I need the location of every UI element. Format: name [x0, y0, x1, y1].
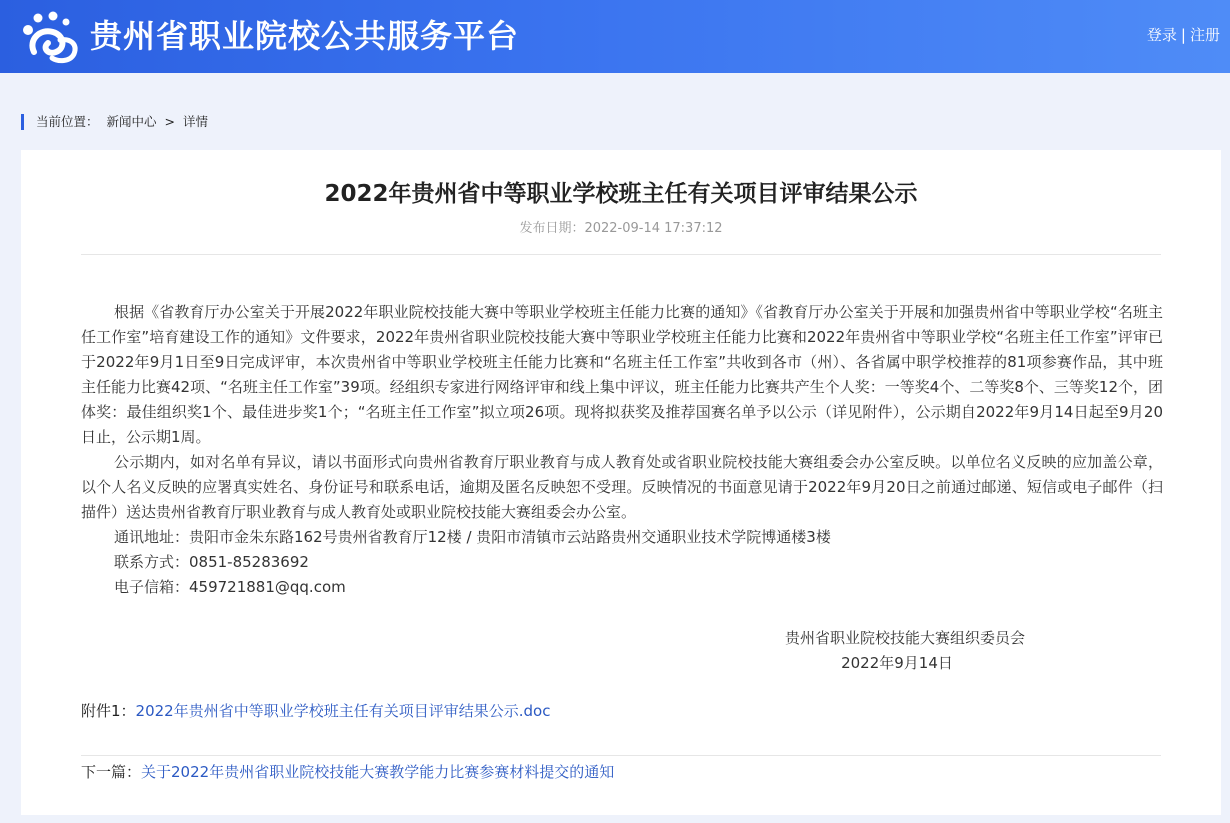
- platform-logo-icon: [20, 10, 82, 66]
- auth-links: [1147, 24, 1220, 46]
- login-link[interactable]: 登录: [1146, 26, 1177, 44]
- next-article-label: 下一篇：: [81, 763, 142, 781]
- auth-separator: |: [1180, 26, 1186, 44]
- next-article: [81, 761, 614, 783]
- contact-email: 电子信箱：459721881@qq.com: [114, 578, 346, 596]
- attachment-download-link[interactable]: 2022年贵州省中等职业学校班主任有关项目评审结果公示.doc: [135, 702, 551, 720]
- contact-address: 通讯地址：贵阳市金朱东路162号贵州省教育厅12楼 / 贵阳市清镇市云站路贵州交通职业技术学院博通楼3楼: [114, 528, 831, 546]
- attachment-label: 附件1：: [81, 702, 136, 720]
- breadcrumb-news-link[interactable]: 新闻中心: [106, 114, 157, 129]
- register-link[interactable]: 注册: [1189, 26, 1220, 44]
- contact-phone: 联系方式：0851-85283692: [114, 553, 309, 571]
- signature-date: 2022年9月14日: [841, 654, 953, 672]
- breadcrumb-current: 详情: [182, 114, 208, 129]
- signature-org: 贵州省职业院校技能大赛组织委员会: [784, 629, 1025, 647]
- next-article-link[interactable]: 关于2022年贵州省职业院校技能大赛教学能力比赛参赛材料提交的通知: [141, 763, 615, 781]
- attachment: [81, 700, 550, 722]
- footer-divider: [81, 755, 1161, 756]
- breadcrumb-label: 当前位置：: [36, 114, 99, 129]
- paragraph-objection: 公示期内，如对名单有异议，请以书面形式向贵州省教育厅职业教育与成人教育处或省职业院校技能大赛组委会办公室反映。以单位名义反映的应加盖公章，以个人名义反映的应署真实姓名、身份证号和联系电话，逾期及匿名反映恕不受理。反映情况的书面意见请于2022年9月20日之前通过邮递、短信或电子邮件（扫描件）送达贵州省教育厅职业教育与成人教育处或职业院校技能大赛组委会办公室。: [81, 453, 1163, 521]
- publish-date: 发布日期：2022-09-14 17:37:12: [519, 221, 723, 236]
- breadcrumb: [21, 114, 212, 130]
- paragraph-announcement: 根据《省教育厅办公室关于开展2022年职业院校技能大赛中等职业学校班主任能力比赛的通知》《省教育厅办公室关于开展和加强贵州省中等职业学校“名班主任工作室”培育建设工作的通知》文件要求，2022年贵州省职业院校技能大赛中等职业学校班主任能力比赛和2022年贵州省中等职业学校“名班主任工作室”评审已于2022年9月1日至9日完成评审，本次贵州省中等职业学校班主任能力比赛和“名班主任工作室”共收到各市（州）、各省属中职学校推荐的81项参赛作品，其中班主任能力比赛42项、“名班主任工作室”39项。经组织专家进行网络评审和线上集中评议，班主任能力比赛共产生个人奖：一等奖4个、二等奖8个、三等奖12个，团体奖：最佳组织奖1个、最佳进步奖1个；“名班主任工作室”拟立项26项。现将拟获奖及推荐国赛名单予以公示（详见附件），公示期自2022年9月14日起至9月20日止，公示期1周。: [81, 303, 1163, 446]
- article-card: [21, 150, 1221, 815]
- site-title: 贵州省职业院校公共服务平台: [90, 17, 520, 55]
- site-header: [0, 0, 1230, 73]
- article-title: 2022年贵州省中等职业学校班主任有关项目评审结果公示: [324, 181, 918, 207]
- title-divider: [81, 254, 1161, 255]
- article-body: [81, 300, 1163, 600]
- breadcrumb-arrow: >: [164, 114, 175, 129]
